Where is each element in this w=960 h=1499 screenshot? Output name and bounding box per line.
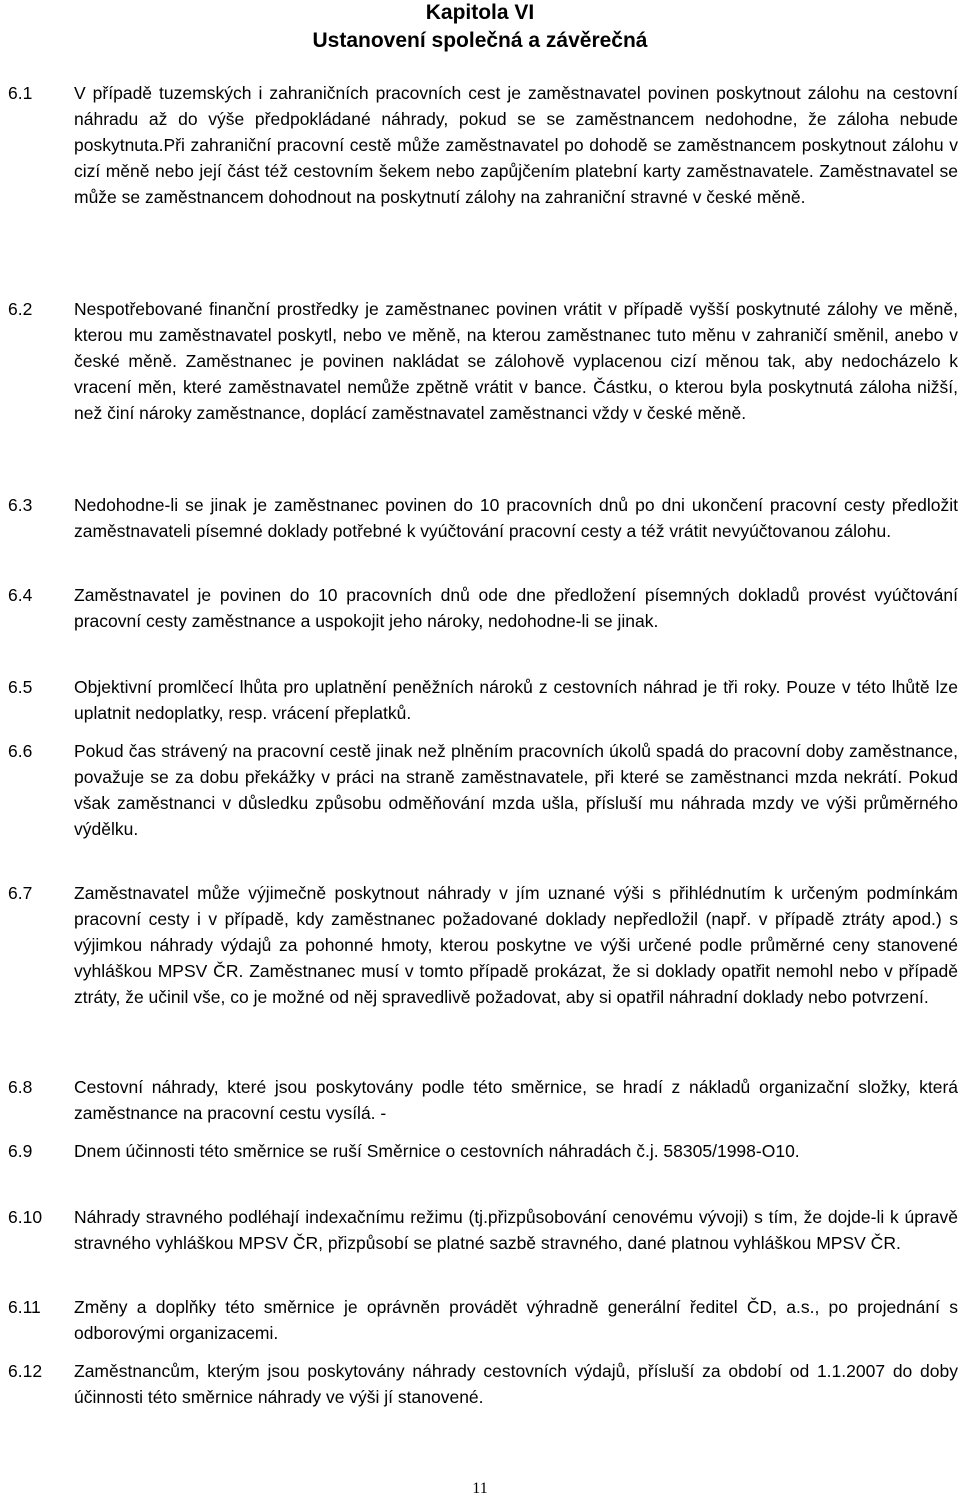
section-text: Náhrady stravného podléhají indexačnímu režimu (tj.přizpůsobování cenovému vývoji) s tím, že dojde-li k úpravě stravného vyhláškou MPSV ČR, přizpůsobí se platné sazbě stravného, dané platnou vyhláškou MPSV ČR. bbox=[74, 1207, 958, 1253]
section-number: 6.8 bbox=[8, 1077, 33, 1097]
section-number: 6.4 bbox=[8, 585, 33, 605]
section-text: Pokud čas strávený na pracovní cestě jinak než plněním pracovních úkolů spadá do pracovní doby zaměstnance, považuje se za dobu překážky v práci na straně zaměstnavatele, při které se zaměstnanci mzda nekrátí. Pokud však zaměstnanci v důsledku způsobu odměňování mzda ušla, přísluší mu náhrada mzdy ve výši průměrného výdělku. bbox=[74, 741, 958, 839]
section-number: 6.9 bbox=[8, 1141, 33, 1161]
section-text: Cestovní náhrady, které jsou poskytovány podle této směrnice, se hradí z nákladů organizační složky, která zaměstnance na pracovní cestu vysílá. - bbox=[74, 1077, 958, 1123]
page-number: 11 bbox=[472, 1480, 488, 1497]
section-text: Změny a doplňky této směrnice je oprávněn provádět výhradně generální ředitel ČD, a.s., po projednání s odborovými organizacemi. bbox=[74, 1297, 958, 1343]
section-text: Zaměstnavatel je povinen do 10 pracovních dnů ode dne předložení písemných dokladů provést vyúčtování pracovní cesty zaměstnance a uspokojit jeho nároky, nedohodne-li se jinak. bbox=[74, 585, 958, 631]
section-number: 6.11 bbox=[8, 1297, 41, 1317]
section-number: 6.3 bbox=[8, 495, 33, 515]
section-text: V případě tuzemských i zahraničních pracovních cest je zaměstnavatel povinen poskytnout zálohu na cestovní náhradu až do výše předpokládané náhrady, pokud se se zaměstnancem nedohodne, že záloha nebude poskytnuta.Při zahraniční pracovní cestě může zaměstnavatel po dohodě se zaměstnancem poskytnout zálohu v cizí měně nebo její část též cestovním šekem nebo zapůjčením platební karty zaměstnavatele. Zaměstnavatel se může se zaměstnancem dohodnout na poskytnutí zálohy na zahraniční stravné v české měně. bbox=[74, 83, 958, 207]
chapter-title: Kapitola VI bbox=[425, 1, 535, 24]
section-number: 6.1 bbox=[8, 83, 33, 103]
section-text: Zaměstnancům, kterým jsou poskytovány náhrady cestovních výdajů, přísluší za období od 1.1.2007 do doby účinnosti této směrnice náhrady ve výši jí stanovené. bbox=[74, 1361, 958, 1407]
section-text: Dnem účinnosti této směrnice se ruší Směrnice o cestovních náhradách č.j. 58305/1998-O10. bbox=[74, 1141, 800, 1161]
section-number: 6.10 bbox=[8, 1207, 43, 1227]
section-text: Nedohodne-li se jinak je zaměstnanec povinen do 10 pracovních dnů po dni ukončení pracovní cesty předložit zaměstnavateli písemné doklady potřebné k vyúčtování pracovní cesty a též vrátit nevyúčtovanou zálohu. bbox=[74, 495, 958, 541]
section-number: 6.5 bbox=[8, 677, 33, 697]
section-number: 6.12 bbox=[8, 1361, 43, 1381]
section-number: 6.2 bbox=[8, 299, 33, 319]
section-text: Nespotřebované finanční prostředky je zaměstnanec povinen vrátit v případě vyšší poskytnuté zálohy ve měně, kterou mu zaměstnavatel poskytl, nebo ve měně, na kterou zaměstnanec tuto měnu v zahraničí směnil, anebo v české měně. Zaměstnanec je povinen nakládat se zálohově vyplacenou cizí měnou tak, aby nedocházelo k vracení měn, které zaměstnavatel nemůže zpětně vrátit v bance. Částku, o kterou byla poskytnutá záloha nižší, než činí nároky zaměstnance, doplácí zaměstnavatel zaměstnanci vždy v české měně. bbox=[74, 299, 958, 423]
chapter-subtitle: Ustanovení společná a závěrečná bbox=[312, 29, 648, 52]
section-text: Objektivní promlčecí lhůta pro uplatnění peněžních nároků z cestovních náhrad je tři roky. Pouze v této lhůtě lze uplatnit nedoplatky, resp. vrácení přeplatků. bbox=[74, 677, 958, 723]
section-number: 6.7 bbox=[8, 883, 33, 903]
section-text: Zaměstnavatel může výjimečně poskytnout náhrady v jím uznané výši s přihlédnutím k určeným podmínkám pracovní cesty i v případě, kdy zaměstnanec požadované doklady nepředložil (např. v případě ztráty apod.) s výjimkou náhrady výdajů za pohonné hmoty, kterou poskytne ve výši určené podle průměrné ceny stanovené vyhláškou MPSV ČR. Zaměstnanec musí v tomto případě prokázat, že si doklady opatřit nemohl nebo v případě ztráty, že učinil vše, co je možné od něj spravedlivě požadovat, aby si opatřil náhradní doklady nebo potvrzení. bbox=[74, 883, 958, 1007]
section-number: 6.6 bbox=[8, 741, 33, 761]
